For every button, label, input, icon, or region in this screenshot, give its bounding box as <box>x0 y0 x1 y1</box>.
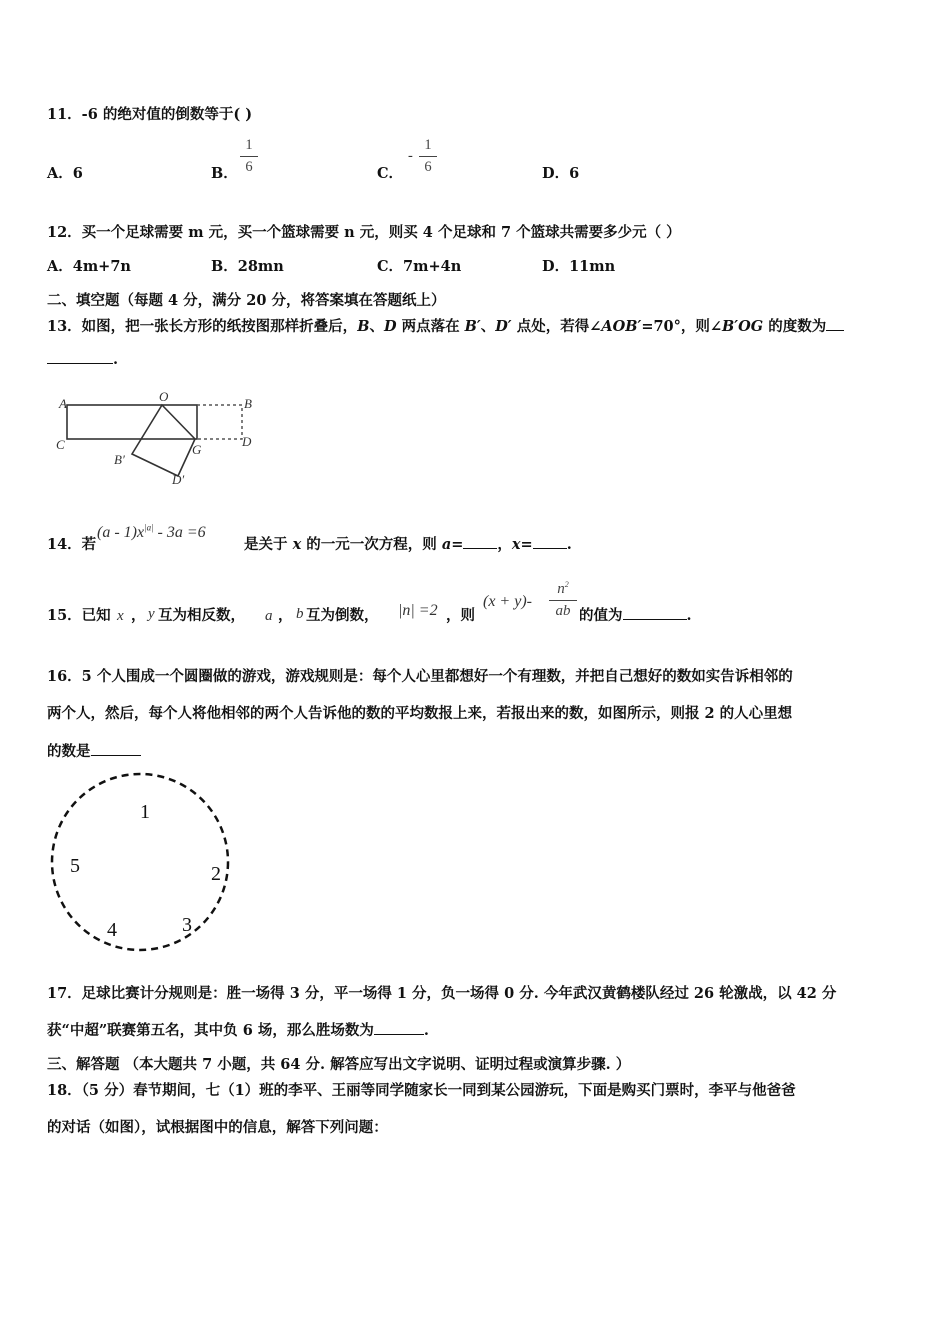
fraction-denominator: 6 <box>245 159 253 175</box>
q15-period: . <box>686 607 692 624</box>
angle-aob-prime: AOB′ <box>601 318 642 335</box>
q15-comma: ， <box>278 607 293 624</box>
q18-line2: 的对话（如图），试根据图中的信息，解答下列问题： <box>47 1119 388 1136</box>
answer-blank <box>623 619 687 620</box>
q11-stem: 11．-6 的绝对值的倒数等于( ) <box>47 106 253 123</box>
answer-blank-a <box>463 548 497 549</box>
q14-equation <box>97 522 206 542</box>
q13-text: 、 <box>369 318 384 335</box>
q13-text: 点处，若得∠ <box>511 318 602 335</box>
label-c: C <box>56 437 65 452</box>
circle-number-3: 3 <box>182 914 192 936</box>
q14-text-part: = <box>520 536 533 553</box>
q13-text: =70°，则∠ <box>641 318 723 335</box>
angle-b-prime-og: B′OG <box>722 318 764 335</box>
q11-option-c-label: C． <box>377 165 404 182</box>
section-3-heading: 三、解答题 （本大题共 7 小题，共 64 分. 解答应写出文字说明、证明过程或演算步骤. ） <box>47 1056 631 1073</box>
label-d: D <box>242 434 252 449</box>
folded-quadrilateral <box>132 405 195 476</box>
q16-line3 <box>47 740 141 761</box>
q11-option-b-fraction <box>240 137 258 176</box>
q13-text: 、 <box>480 318 496 335</box>
q13-line1 <box>47 315 844 336</box>
fraction-denominator: ab <box>555 603 571 619</box>
circle-number-4: 4 <box>107 919 117 941</box>
equation-part: (a - 1)x <box>97 524 145 541</box>
point-d: D <box>383 318 397 335</box>
q12-option-c: C．7m+4n <box>377 258 462 275</box>
var-x: x <box>292 536 302 553</box>
q15-fraction <box>549 580 577 620</box>
q15-label: 15．已知 <box>47 607 111 624</box>
q17-line1: 17．足球比赛计分规则是：胜一场得 3 分，平一场得 1 分，负一场得 0 分. 今年武汉黄鹤楼队经过 26 轮激战，以 42 分 <box>47 985 837 1002</box>
label-a: A <box>59 396 67 411</box>
q17-text: 获“中超”联赛第五名，其中负 6 场，那么胜场数为 <box>47 1022 374 1039</box>
q16-line1: 16．5 个人围成一个圆圈做的游戏，游戏规则是：每个人心里都想好一个有理数，并把自己想好的数如实告诉相邻的 <box>47 668 793 685</box>
q11-option-c-fraction <box>419 137 437 176</box>
q13-text: 的度数为 <box>763 318 827 335</box>
answer-blank-x <box>533 548 567 549</box>
q16-circle-figure <box>45 770 240 960</box>
answer-blank <box>91 755 141 756</box>
q15-var-b: b <box>296 606 304 622</box>
q15-var-a: a <box>265 608 273 624</box>
q15-expression: (x + y)- <box>483 593 532 610</box>
label-b: B <box>244 396 252 411</box>
answer-blank <box>47 363 113 364</box>
q12-option-b: B．28mn <box>211 258 284 275</box>
q12-option-d: D．11mn <box>542 258 616 275</box>
circle-number-5: 5 <box>70 855 80 877</box>
circle-number-2: 2 <box>211 863 221 885</box>
var-x: x <box>511 536 521 553</box>
numerator-n: n <box>557 581 565 597</box>
label-b-prime: B′ <box>114 452 125 467</box>
q13-fold-figure <box>50 388 270 488</box>
q15-comma: ， <box>131 607 146 624</box>
q13-line2 <box>47 351 118 368</box>
q14-text <box>244 533 572 554</box>
label-g: G <box>192 442 202 457</box>
answer-blank <box>826 330 844 331</box>
numerator-exponent: 2 <box>564 580 569 589</box>
q17-period: . <box>423 1022 429 1039</box>
fraction-denominator: 6 <box>424 159 432 175</box>
fraction-numerator: 1 <box>424 137 432 153</box>
q11-option-a: A．6 <box>47 165 83 182</box>
equation-part: - 3a =6 <box>153 524 206 541</box>
q13-period: . <box>113 351 119 368</box>
q13-text: 13．如图，把一张长方形的纸按图那样折叠后， <box>47 318 358 335</box>
q15-var-x: x <box>117 608 124 624</box>
q11-option-c-sign: - <box>408 148 413 164</box>
q15-tail <box>579 604 692 625</box>
q11-option-b-label: B． <box>211 165 238 182</box>
fraction-numerator <box>549 580 577 598</box>
q14-text-part: 是关于 <box>244 536 293 553</box>
point-d-prime: D′ <box>495 318 512 335</box>
section-2-heading: 二、填空题（每题 4 分，满分 20 分，将答案填在答题纸上） <box>47 292 446 309</box>
q15-text: 的值为 <box>579 607 623 624</box>
q14-label: 14．若 <box>47 536 97 553</box>
q15-text: 互为相反数， <box>158 607 245 624</box>
q14-text-part: . <box>566 536 572 553</box>
q13-text: 两点落在 <box>396 318 465 335</box>
label-d-prime: D′ <box>172 472 185 487</box>
q11-option-d: D．6 <box>542 165 580 182</box>
label-o: O <box>159 389 169 404</box>
q17-line2 <box>47 1019 429 1040</box>
var-a: a <box>441 536 452 553</box>
q15-text: ，则 <box>446 607 475 624</box>
point-b-prime: B′ <box>464 318 481 335</box>
circle-number-1: 1 <box>140 801 150 823</box>
q15-text: 互为倒数， <box>306 607 379 624</box>
q12-option-a: A．4m+7n <box>47 258 131 275</box>
q14-text-part: = <box>451 536 464 553</box>
q15-var-y: y <box>148 606 155 622</box>
dashed-folded-part <box>197 405 242 439</box>
q14-text-part: 的一元一次方程，则 <box>301 536 442 553</box>
q16-text: 的数是 <box>47 743 91 760</box>
q15-abs-n: |n| =2 <box>398 602 438 619</box>
q18-line1: 18．（5 分）春节期间，七（1）班的李平、王丽等同学随家长一同到某公园游玩，下面是购买门票时，李平与他爸爸 <box>47 1082 796 1099</box>
fraction-numerator: 1 <box>245 137 253 153</box>
point-b: B <box>357 318 370 335</box>
q16-line2: 两个人，然后，每个人将他相邻的两个人告诉他的数的平均数报上来，若报出来的数，如图所示，则报 2 的人心里想 <box>47 705 793 722</box>
exponent: |a| <box>144 522 154 533</box>
q14-text-part: ， <box>497 536 512 553</box>
q12-stem: 12．买一个足球需要 m 元，买一个篮球需要 n 元，则买 4 个足球和 7 个篮球共需要多少元（ ） <box>47 224 681 241</box>
answer-blank <box>374 1034 424 1035</box>
